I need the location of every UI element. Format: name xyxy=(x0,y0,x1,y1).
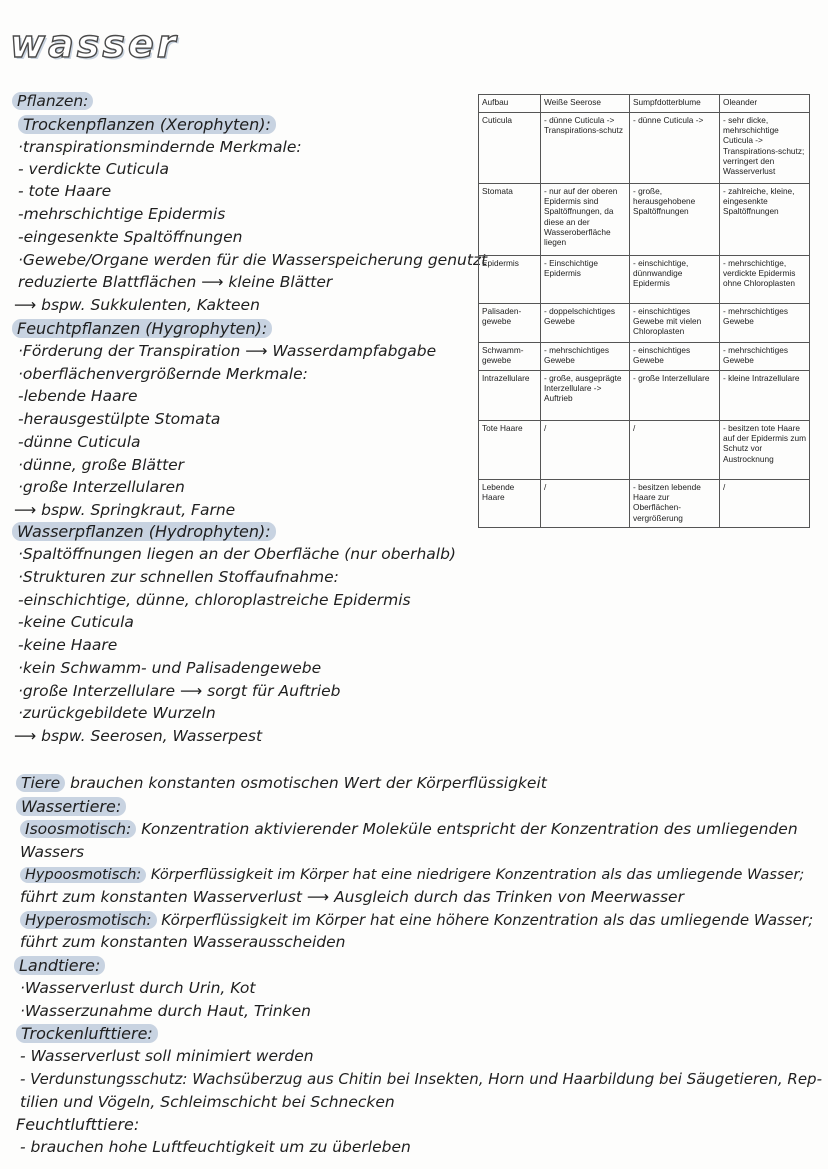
xero-line: - tote Haare xyxy=(18,182,112,200)
hydro-line: ·Spaltöffnungen liegen an der Oberfläche (nur oberhalb) xyxy=(18,545,456,563)
table-row xyxy=(479,256,810,304)
hypo-term: Hypoosmotisch: xyxy=(20,867,146,883)
xero-line: ·Gewebe/Organe werden für die Wasserspeicherung genutzt xyxy=(18,251,488,269)
table-cell: - nur auf der oberen Epidermis sind Spaltöffnungen, da diese an der Wasseroberfläche liegen xyxy=(541,184,630,256)
hydro-line: ·Strukturen zur schnellen Stoffaufnahme: xyxy=(18,568,339,586)
hygro-line: ·große Interzellularen xyxy=(18,478,185,496)
xero-example: ⟶ bspw. Sukkulenten, Kakteen xyxy=(14,296,260,314)
hyper-term: Hyperosmotisch: xyxy=(20,911,157,929)
hydro-heading-label: Wasserpflanzen (Hydrophyten): xyxy=(12,522,276,541)
row-label: Cuticula xyxy=(479,113,541,184)
table-row xyxy=(479,113,810,184)
hygro-line: ·Förderung der Transpiration ⟶ Wasserdampfabgabe xyxy=(18,342,437,360)
row-label: Lebende Haare xyxy=(479,480,541,528)
xero-line: -eingesenkte Spaltöffnungen xyxy=(18,228,243,246)
row-label: Tote Haare xyxy=(479,421,541,480)
table-cell: - doppelschichtiges Gewebe xyxy=(541,304,630,343)
tiere-intro xyxy=(16,773,547,794)
table-cell: / xyxy=(541,480,630,528)
table-cell: - kleine Intrazellulare xyxy=(720,371,810,421)
hygro-heading xyxy=(12,318,272,339)
table-row xyxy=(479,184,810,256)
row-label: Stomata xyxy=(479,184,541,256)
table-row xyxy=(479,421,810,480)
hydro-line: ·kein Schwamm- und Palisadengewebe xyxy=(18,659,322,677)
iso-line-2: Wassers xyxy=(20,843,85,861)
hygro-line: -dünne Cuticula xyxy=(18,433,141,451)
trocken-line: - Wasserverlust soll minimiert werden xyxy=(20,1047,314,1065)
hydro-line: -einschichtige, dünne, chloroplastreiche Epidermis xyxy=(18,591,411,609)
tiere-intro-text: brauchen konstanten osmotischen Wert der Körperflüssigkeit xyxy=(65,774,547,792)
hypo-line xyxy=(20,865,804,886)
hyper-line xyxy=(20,910,813,931)
table-cell: - besitzen tote Haare auf der Epidermis zum Schutz vor Austrocknung xyxy=(720,421,810,480)
table-row xyxy=(479,304,810,343)
hypo-line-2: führt zum konstanten Wasserverlust ⟶ Ausgleich durch das Trinken von Meerwasser xyxy=(20,888,684,906)
feucht-line: - brauchen hohe Luftfeuchtigkeit um zu überleben xyxy=(20,1138,411,1156)
table-row xyxy=(479,371,810,421)
row-label: Schwamm-gewebe xyxy=(479,343,541,371)
table-header: Oleander xyxy=(720,95,810,113)
table-cell: - mehrschichtiges Gewebe xyxy=(720,343,810,371)
table-cell: - einschichtige, dünnwandige Epidermis xyxy=(630,256,720,304)
trockenlufttiere-heading-label: Trockenlufttiere: xyxy=(16,1024,158,1043)
xero-heading-label: Trockenpflanzen (Xerophyten): xyxy=(18,115,276,134)
trockenlufttiere-heading xyxy=(16,1023,158,1044)
wassertiere-heading xyxy=(16,796,126,817)
row-label: Palisaden-gewebe xyxy=(479,304,541,343)
hygro-example: ⟶ bspw. Springkraut, Farne xyxy=(14,501,236,519)
aufbau-table xyxy=(478,94,810,528)
hydro-line: ·große Interzellulare ⟶ sorgt für Auftrieb xyxy=(18,682,341,700)
hygro-line: ·oberflächenvergrößernde Merkmale: xyxy=(18,365,308,383)
landtiere-heading xyxy=(14,955,105,976)
table-cell: - große, ausgeprägte Interzellulare -> Auftrieb xyxy=(541,371,630,421)
table-cell: / xyxy=(630,421,720,480)
landtiere-heading-label: Landtiere: xyxy=(14,956,105,975)
hygro-line: -lebende Haare xyxy=(18,387,138,405)
hydro-line: ·zurückgebildete Wurzeln xyxy=(18,704,216,722)
hydro-heading xyxy=(12,521,276,542)
table-row xyxy=(479,480,810,528)
row-label: Intrazellulare xyxy=(479,371,541,421)
hydro-example: ⟶ bspw. Seerosen, Wasserpest xyxy=(14,727,263,745)
table-header: Weiße Seerose xyxy=(541,95,630,113)
xero-line: - verdickte Cuticula xyxy=(18,160,169,178)
iso-text: Konzentration aktivierender Moleküle entspricht der Konzentration des umliegenden xyxy=(136,820,798,838)
wassertiere-heading-label: Wassertiere: xyxy=(16,797,126,816)
tiere-keyword: Tiere xyxy=(16,774,65,792)
hygro-line: ·dünne, große Blätter xyxy=(18,456,185,474)
page-title: wasser xyxy=(10,22,179,66)
table-cell: - zahlreiche, kleine, eingesenkte Spaltöffnungen xyxy=(720,184,810,256)
table-cell: - große, herausgehobene Spaltöffnungen xyxy=(630,184,720,256)
hygro-heading-label: Feuchtpflanzen (Hygrophyten): xyxy=(12,319,272,338)
table-cell: - einschichtiges Gewebe mit vielen Chloroplasten xyxy=(630,304,720,343)
plants-heading xyxy=(12,91,93,112)
table-header: Sumpfdotterblume xyxy=(630,95,720,113)
plants-heading-label: Pflanzen: xyxy=(12,92,93,110)
table-cell: - mehrschichtige, verdickte Epidermis ohne Chloroplasten xyxy=(720,256,810,304)
table-row xyxy=(479,343,810,371)
row-label: Epidermis xyxy=(479,256,541,304)
xero-line: reduzierte Blattflächen ⟶ kleine Blätter xyxy=(18,273,333,291)
iso-term: Isoosmotisch: xyxy=(20,820,136,838)
table-cell: - große Interzellulare xyxy=(630,371,720,421)
xero-line: -mehrschichtige Epidermis xyxy=(18,205,226,223)
table-cell: - besitzen lebende Haare zur Oberflächen-vergrößerung xyxy=(630,480,720,528)
table-cell: - dünne Cuticula -> Transpirations-schutz xyxy=(541,113,630,184)
table-cell: / xyxy=(720,480,810,528)
table-cell: - sehr dicke, mehrschichtige Cuticula -> Transpirations-schutz; verringert den Wasserverlust xyxy=(720,113,810,184)
trocken-line: - Verdunstungsschutz: Wachsüberzug aus Chitin bei Insekten, Horn und Haarbildung bei Säugetieren, Rep- xyxy=(20,1070,822,1088)
iso-line xyxy=(20,819,798,840)
table-header: Aufbau xyxy=(479,95,541,113)
table-cell: / xyxy=(541,421,630,480)
hypo-text: Körperflüssigkeit im Körper hat eine niedrigere Konzentration als das umliegende Wasser; xyxy=(146,867,805,883)
table-cell: - mehrschichtiges Gewebe xyxy=(720,304,810,343)
hydro-line: -keine Haare xyxy=(18,636,118,654)
hyper-text: Körperflüssigkeit im Körper hat eine höhere Konzentration als das umliegende Wasser; xyxy=(156,911,814,929)
land-line: ·Wasserverlust durch Urin, Kot xyxy=(20,979,256,997)
table-cell: - mehrschichtiges Gewebe xyxy=(541,343,630,371)
table-header-row xyxy=(479,95,810,113)
table-cell: - dünne Cuticula -> xyxy=(630,113,720,184)
table-cell: - Einschichtige Epidermis xyxy=(541,256,630,304)
feuchtlufttiere-heading xyxy=(16,1114,139,1135)
land-line: ·Wasserzunahme durch Haut, Trinken xyxy=(20,1002,311,1020)
hydro-line: -keine Cuticula xyxy=(18,613,134,631)
feuchtlufttiere-heading-label: Feuchtlufttiere: xyxy=(16,1115,140,1134)
table-cell: - einschichtiges Gewebe xyxy=(630,343,720,371)
xero-heading xyxy=(18,114,276,135)
hyper-line-2: führt zum konstanten Wasserausscheiden xyxy=(20,933,346,951)
hygro-line: -herausgestülpte Stomata xyxy=(18,410,221,428)
trocken-line: tilien und Vögeln, Schleimschicht bei Schnecken xyxy=(20,1093,395,1111)
xero-line: ·transpirationsmindernde Merkmale: xyxy=(18,138,302,156)
